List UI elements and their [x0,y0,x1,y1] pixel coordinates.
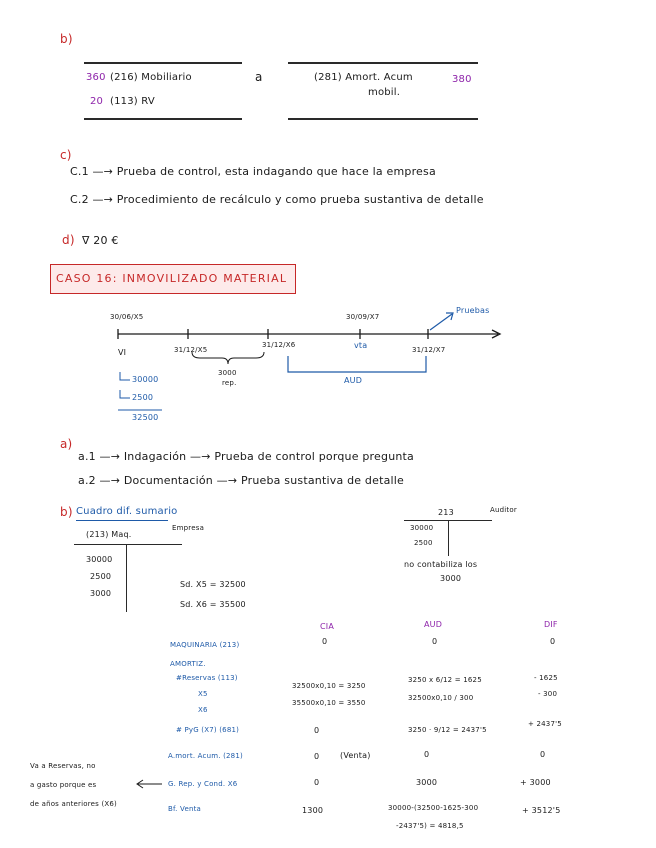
row-label-g-rep: G. Rep. y Cond. X6 [168,780,238,788]
timeline-bottom-date-1: 31/12/X5 [174,346,208,354]
entry-right-text-1: (281) Amort. Acum [314,72,413,83]
cuadro-title-underline [76,520,168,521]
row-label-pyg: # PyG (X7) (681) [176,726,240,734]
entry-right-amount: 380 [452,74,472,85]
timeline-top-date-1: 30/06/X5 [110,313,144,321]
row-pyg-aud: 3250 · 9/12 = 2437'5 [408,726,487,734]
row-x5-dif: - 1625 [534,674,558,682]
c2-line: C.2 —→ Procedimiento de recálculo y como prueba sustantiva de detalle [70,193,484,206]
entry-left-text-2: (113) RV [110,96,155,107]
row-label-reservas: #Reservas (113) [176,674,238,682]
t-account-vline [126,544,127,612]
row-pyg-dif: + 2437'5 [528,720,562,728]
auditor-note-2: 3000 [440,574,462,583]
row-bf-venta-dif: + 3512'5 [522,806,561,815]
row-label-amortiz: AMORTIZ. [170,660,206,668]
row-label-maquinaria: MAQUINARIA (213) [170,641,240,649]
row-amort-acum-aud: 0 [424,750,430,759]
timeline-vi-value-2: 2500 [132,393,154,402]
auditor-note-1: no contabiliza los [404,560,478,569]
row-maquinaria-cia: 0 [322,637,328,646]
row-pyg-cia: 0 [314,726,320,735]
case-title: CASO 16: INMOVILIZADO MATERIAL [56,272,288,285]
row-bf-venta-aud: 30000-(32500-1625-300 [388,804,479,812]
cuadro-title: Cuadro dif. sumario [76,506,178,517]
section-a-label: a) [60,437,73,451]
row-maquinaria-dif: 0 [550,637,556,646]
t-value-2: 2500 [90,572,112,581]
row-label-x5: X5 [198,690,208,698]
row-amort-acum-cia: 0 [314,752,320,761]
a2-line: a.2 —→ Documentación —→ Prueba sustantiva de detalle [78,474,405,487]
aud-bracket [288,356,426,372]
auditor-value-1: 30000 [410,524,434,532]
a1-line: a.1 —→ Indagación —→ Prueba de control porque pregunta [78,450,414,463]
t-value-3: 3000 [90,589,112,598]
entry-left-text-1: (216) Mobiliario [110,72,192,83]
section-c-label: c) [60,148,72,162]
table-header-aud: AUD [424,620,443,629]
t-account-header: (213) Maq. [86,530,132,539]
t-account-hline [74,544,182,545]
entry-right-text-2: mobil. [368,87,401,98]
timeline-bottom-date-3: 31/12/X7 [412,346,446,354]
timeline-bottom-date-2: 31/12/X6 [262,341,296,349]
row-x6-aud: 32500x0,10 / 300 [408,694,474,702]
table-header-dif: DIF [544,620,558,629]
t-value-1: 30000 [86,555,113,564]
saldo-x6: Sd. X6 = 35500 [180,600,246,609]
entry-left-amount-1: 360 [86,72,106,83]
timeline-vi: VI [118,348,127,357]
section-d-text: ∇ 20 € [82,234,119,247]
timeline-rep-amount: 3000 [218,369,237,377]
timeline-rep-label: rep. [222,379,237,387]
entry-left-amount-2: 20 [90,96,104,107]
row-g-rep-dif: + 3000 [520,778,551,787]
row-g-rep-aud: 3000 [416,778,438,787]
row-g-rep-cia: 0 [314,778,320,787]
pruebas-arrow [430,314,452,330]
row-label-bf-venta: Bf. Venta [168,805,202,813]
row-bf-venta-cia: 1300 [302,806,324,815]
timeline-venta: vta [354,341,368,350]
empresa-label: Empresa [172,524,205,532]
vi-arrow-1 [120,372,130,380]
timeline-top-date-2: 30/09/X7 [346,313,380,321]
side-note-2: a gasto porque es [30,781,97,789]
section-b2-label: b) [60,505,73,519]
timeline-vi-total: 32500 [132,413,159,422]
row-label-amort-acum: A.mort. Acum. (281) [168,752,243,760]
row-amort-acum-note: (Venta) [340,751,371,760]
row-x5-aud: 3250 x 6/12 = 1625 [408,676,482,684]
timeline-vi-value-1: 30000 [132,375,159,384]
side-note-3: de años anteriores (X6) [30,800,117,808]
row-bf-venta-aud-2: -2437'5) = 4818,5 [396,822,464,830]
saldo-x5: Sd. X5 = 32500 [180,580,246,589]
side-note-arrow [134,778,164,790]
timeline-pruebas: Pruebas [456,306,490,315]
row-x5-cia: 32500x0,10 = 3250 [292,682,366,690]
timeline-aud: AUD [344,376,363,385]
auditor-label: Auditor [490,506,517,514]
row-x6-cia: 35500x0,10 = 3550 [292,699,366,707]
auditor-account: 213 [438,508,454,517]
row-maquinaria-aud: 0 [432,637,438,646]
c1-line: C.1 —→ Prueba de control, esta indagando que hace la empresa [70,165,436,178]
auditor-value-2: 2500 [414,539,433,547]
auditor-vline [448,520,449,556]
section-b-label: b) [60,32,73,46]
table-header-cia: CIA [320,622,335,631]
vi-arrow-2 [120,390,130,398]
row-label-x6: X6 [198,706,208,714]
section-d-label: d) [62,233,75,247]
row-amort-acum-dif: 0 [540,750,546,759]
row-x6-dif: - 300 [538,690,558,698]
side-note-1: Va a Reservas, no [30,762,96,770]
entry-connector: a [255,70,263,84]
